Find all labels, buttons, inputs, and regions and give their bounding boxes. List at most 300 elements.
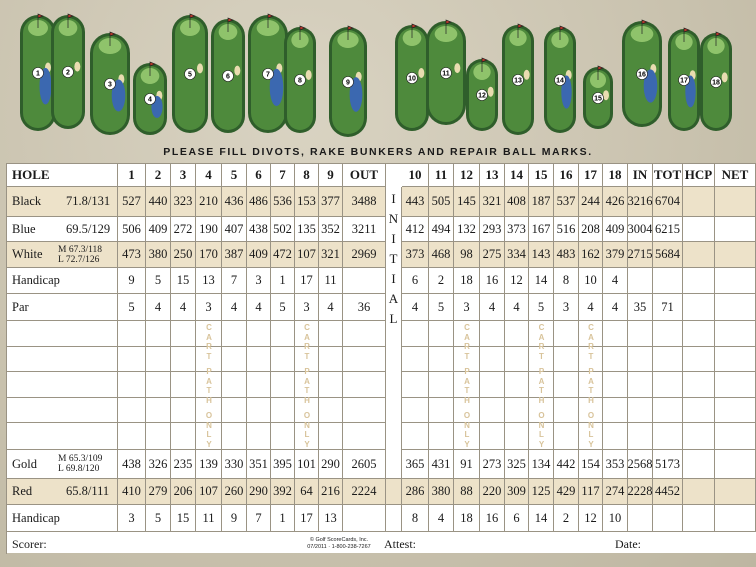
score-entry-cell[interactable]: [171, 321, 196, 347]
score-entry-cell[interactable]: [653, 423, 683, 450]
hole-value: 208: [579, 217, 603, 242]
hole-value: 250: [171, 242, 196, 268]
score-entry-cell[interactable]: [683, 347, 715, 372]
hole-value: 154: [579, 450, 603, 479]
out-header: OUT: [343, 163, 386, 187]
hole-value: 392: [271, 479, 295, 505]
hole-value: 273: [480, 450, 505, 479]
score-entry-cell[interactable]: [554, 347, 579, 372]
hole-value: 4: [505, 294, 529, 321]
player-name-cell[interactable]: [6, 321, 118, 347]
hole-number-label: 9: [346, 79, 350, 87]
hole-value: 8: [554, 268, 579, 294]
score-entry-cell[interactable]: [683, 398, 715, 423]
score-entry-cell[interactable]: [603, 423, 628, 450]
score-entry-cell[interactable]: [603, 321, 628, 347]
score-entry-cell[interactable]: [271, 423, 295, 450]
hole-value: 309: [505, 479, 529, 505]
initial-letter: T: [389, 251, 398, 266]
care-banner: PLEASE FILL DIVOTS, RAKE BUNKERS AND REPAIR BALL MARKS.: [163, 146, 593, 158]
attest-label[interactable]: Attest:: [384, 537, 416, 551]
hole-value: 379: [603, 242, 628, 268]
tee-name: Black: [12, 194, 42, 208]
hole-value: 387: [222, 242, 247, 268]
score-entry-cell[interactable]: [554, 398, 579, 423]
tee-label: [6, 242, 118, 268]
score-entry-cell[interactable]: [319, 372, 343, 398]
hole-header: HOLE: [6, 163, 118, 187]
initial-letter: N: [388, 211, 399, 226]
hole-value: 10: [579, 268, 603, 294]
score-entry-cell[interactable]: [715, 372, 756, 398]
out-total: [343, 505, 386, 532]
hole-value: 18: [454, 505, 480, 532]
hole-value: 290: [319, 450, 343, 479]
hole-diagram-7: [248, 14, 288, 133]
score-entry-cell[interactable]: [603, 372, 628, 398]
score-entry-cell[interactable]: [171, 372, 196, 398]
hole-diagram-9: [329, 26, 367, 137]
hole-value: 6: [402, 268, 429, 294]
hole-value: 502: [271, 217, 295, 242]
hole-value: 7: [222, 268, 247, 294]
hole-value: 409: [247, 242, 271, 268]
player-name-cell[interactable]: [6, 398, 118, 423]
in-total: [628, 505, 653, 532]
hole-column-header: 2: [146, 163, 171, 187]
score-entry-cell[interactable]: [146, 398, 171, 423]
initial-letter: I: [391, 191, 396, 206]
hole-number-label: 15: [594, 95, 602, 103]
score-entry-cell[interactable]: [118, 347, 146, 372]
hole-column-header: 16: [554, 163, 579, 187]
hole-diagram-2: [51, 14, 85, 129]
score-entry-cell[interactable]: [628, 372, 653, 398]
score-entry-cell[interactable]: [118, 398, 146, 423]
score-entry-cell[interactable]: [402, 347, 429, 372]
total: 4452: [653, 479, 683, 505]
hole-value: 16: [480, 268, 505, 294]
net-cell: [715, 479, 756, 505]
score-entry-cell[interactable]: [146, 372, 171, 398]
score-entry-cell[interactable]: [628, 347, 653, 372]
hole-diagram-10: [395, 24, 429, 131]
score-entry-cell[interactable]: [505, 372, 529, 398]
hole-value: 436: [222, 187, 247, 217]
hole-value: 373: [505, 217, 529, 242]
hole-value: 11: [319, 268, 343, 294]
score-entry-cell[interactable]: [402, 321, 429, 347]
hole-value: 117: [579, 479, 603, 505]
hole-value: 373: [402, 242, 429, 268]
out-total: 2224: [343, 479, 386, 505]
hole-value: 1: [271, 505, 295, 532]
hole-diagram-12: [466, 58, 498, 131]
net-cell: [715, 187, 756, 217]
hole-value: 10: [603, 505, 628, 532]
hcp-cell: [683, 217, 715, 242]
score-grid: [6, 163, 756, 553]
in-total: 2568: [628, 450, 653, 479]
score-entry-cell[interactable]: [171, 398, 196, 423]
tee-label: [6, 187, 118, 217]
score-entry-cell[interactable]: [603, 347, 628, 372]
hcp-cell: [683, 505, 715, 532]
score-entry-cell[interactable]: [715, 398, 756, 423]
hole-value: 143: [529, 242, 554, 268]
score-entry-cell[interactable]: [429, 347, 454, 372]
score-entry-cell[interactable]: [505, 321, 529, 347]
score-entry-cell[interactable]: [222, 423, 247, 450]
initial-cell: [386, 505, 402, 532]
hole-value: 107: [196, 479, 222, 505]
hole-number-label: 6: [226, 73, 230, 81]
net-cell: [715, 217, 756, 242]
score-entry-cell[interactable]: [222, 372, 247, 398]
hole-value: 220: [480, 479, 505, 505]
hole-value: 14: [529, 268, 554, 294]
score-entry-cell[interactable]: [343, 372, 386, 398]
hole-value: 483: [554, 242, 579, 268]
hole-number-label: 5: [188, 71, 192, 79]
hole-column-header: 18: [603, 163, 628, 187]
tee-name: Handicap: [12, 273, 60, 287]
score-entry-cell[interactable]: [271, 372, 295, 398]
hole-value: 431: [429, 450, 454, 479]
hole-value: 235: [171, 450, 196, 479]
total: 71: [653, 294, 683, 321]
tee-label: [6, 505, 118, 532]
score-entry-cell[interactable]: [628, 398, 653, 423]
hole-value: 410: [118, 479, 146, 505]
hole-value: 3: [295, 294, 319, 321]
hole-value: 4: [480, 294, 505, 321]
hole-value: 5: [146, 505, 171, 532]
hole-value: 365: [402, 450, 429, 479]
hole-value: 8: [402, 505, 429, 532]
score-entry-cell[interactable]: [247, 321, 271, 347]
hole-value: 537: [554, 187, 579, 217]
hole-value: 4: [429, 505, 454, 532]
score-entry-cell[interactable]: [222, 398, 247, 423]
scorer-label[interactable]: Scorer:: [12, 537, 47, 551]
hole-value: 12: [505, 268, 529, 294]
hole-value: 210: [196, 187, 222, 217]
score-entry-cell[interactable]: [715, 423, 756, 450]
hole-diagram-4: [133, 62, 167, 135]
hole-value: 7: [247, 505, 271, 532]
hole-value: 4: [579, 294, 603, 321]
score-entry-cell[interactable]: [247, 372, 271, 398]
hole-column-header: 9: [319, 163, 343, 187]
hole-column-header: 8: [295, 163, 319, 187]
score-entry-cell[interactable]: [429, 372, 454, 398]
hole-value: 17: [295, 268, 319, 294]
hole-diagram-5: [172, 14, 208, 133]
score-entry-cell[interactable]: [429, 423, 454, 450]
hole-value: 216: [319, 479, 343, 505]
score-entry-cell[interactable]: [429, 398, 454, 423]
net-cell: [715, 268, 756, 294]
score-entry-cell[interactable]: [480, 347, 505, 372]
score-entry-cell[interactable]: [715, 347, 756, 372]
hole-value: 412: [402, 217, 429, 242]
hole-value: 15: [171, 505, 196, 532]
hole-value: 170: [196, 242, 222, 268]
score-entry-cell[interactable]: [402, 423, 429, 450]
hole-value: 290: [247, 479, 271, 505]
hole-value: 64: [295, 479, 319, 505]
score-entry-cell[interactable]: [603, 398, 628, 423]
initial-cell: [386, 479, 402, 505]
cart-path-only-note: C A R T P A T H O N L Y: [463, 323, 471, 449]
score-entry-cell[interactable]: [146, 423, 171, 450]
score-entry-cell[interactable]: [146, 321, 171, 347]
hole-diagram-8: [284, 26, 316, 133]
score-entry-cell[interactable]: [683, 321, 715, 347]
course-rating: 69.5/129: [66, 221, 111, 236]
hole-diagram-15: [583, 66, 613, 129]
hole-value: 527: [118, 187, 146, 217]
initial-letter: I: [391, 231, 396, 246]
score-entry-cell[interactable]: [118, 321, 146, 347]
hole-value: 5: [271, 294, 295, 321]
out-total: 2969: [343, 242, 386, 268]
score-entry-cell[interactable]: [118, 423, 146, 450]
score-entry-cell[interactable]: [222, 321, 247, 347]
hole-value: 323: [171, 187, 196, 217]
hole-value: 380: [146, 242, 171, 268]
score-entry-cell[interactable]: [402, 372, 429, 398]
player-name-cell[interactable]: [6, 347, 118, 372]
hole-value: 4: [603, 294, 628, 321]
hole-value: 321: [480, 187, 505, 217]
hole-value: 505: [429, 187, 454, 217]
date-label[interactable]: Date:: [615, 537, 641, 551]
score-entry-cell[interactable]: [683, 372, 715, 398]
score-entry-cell[interactable]: [683, 423, 715, 450]
score-entry-cell[interactable]: [480, 423, 505, 450]
hole-value: 3: [554, 294, 579, 321]
score-entry-cell[interactable]: [505, 347, 529, 372]
hcp-cell: [683, 479, 715, 505]
hole-value: 18: [454, 268, 480, 294]
hole-value: 17: [295, 505, 319, 532]
hole-diagram-16: [622, 20, 662, 127]
hole-column-header: 1: [118, 163, 146, 187]
score-entry-cell[interactable]: [480, 372, 505, 398]
hole-column-header: 13: [480, 163, 505, 187]
score-entry-cell[interactable]: [146, 347, 171, 372]
hole-value: 409: [146, 217, 171, 242]
initial-letter: A: [388, 291, 399, 306]
hole-value: 3: [454, 294, 480, 321]
in-total: 2228: [628, 479, 653, 505]
score-entry-cell[interactable]: [271, 321, 295, 347]
player-name-cell[interactable]: [6, 372, 118, 398]
hole-value: 12: [579, 505, 603, 532]
hole-value: 9: [118, 268, 146, 294]
hole-number-label: 1: [36, 70, 40, 78]
score-entry-cell[interactable]: [653, 372, 683, 398]
score-entry-cell[interactable]: [247, 423, 271, 450]
hole-value: 134: [529, 450, 554, 479]
hole-column-header: 3: [171, 163, 196, 187]
score-entry-cell[interactable]: [505, 398, 529, 423]
hole-number-label: 10: [408, 75, 416, 83]
hole-value: 244: [579, 187, 603, 217]
hole-value: 135: [295, 217, 319, 242]
hole-value: 438: [118, 450, 146, 479]
hole-value: 330: [222, 450, 247, 479]
hole-value: 506: [118, 217, 146, 242]
score-entry-cell[interactable]: [271, 347, 295, 372]
player-name-cell[interactable]: [6, 423, 118, 450]
score-entry-cell[interactable]: [319, 423, 343, 450]
score-entry-cell[interactable]: [171, 423, 196, 450]
out-total: 3488: [343, 187, 386, 217]
hole-value: 468: [429, 242, 454, 268]
hole-diagrams: [0, 0, 756, 143]
out-total: 36: [343, 294, 386, 321]
score-entry-cell[interactable]: [653, 321, 683, 347]
hole-value: 272: [171, 217, 196, 242]
hcp-header: HCP: [683, 163, 715, 187]
score-entry-cell[interactable]: [653, 398, 683, 423]
hole-value: 407: [222, 217, 247, 242]
out-total: 3211: [343, 217, 386, 242]
hole-value: 472: [271, 242, 295, 268]
hole-value: 206: [171, 479, 196, 505]
hole-value: 13: [319, 505, 343, 532]
score-entry-cell[interactable]: [247, 398, 271, 423]
score-entry-cell[interactable]: [343, 398, 386, 423]
score-entry-cell[interactable]: [480, 321, 505, 347]
hole-number-label: 7: [266, 71, 270, 79]
hole-value: 353: [603, 450, 628, 479]
hole-value: 4: [319, 294, 343, 321]
in-total: 2715: [628, 242, 653, 268]
score-entry-cell[interactable]: [118, 372, 146, 398]
hole-column-header: 15: [529, 163, 554, 187]
hole-value: 101: [295, 450, 319, 479]
net-header: NET: [715, 163, 756, 187]
hole-number-label: 18: [712, 79, 720, 87]
total: 5173: [653, 450, 683, 479]
score-entry-cell[interactable]: [554, 321, 579, 347]
hole-number-label: 12: [478, 92, 486, 100]
in-total: 3216: [628, 187, 653, 217]
hole-number-label: 11: [442, 70, 450, 78]
hole-value: 4: [402, 294, 429, 321]
score-entry-cell[interactable]: [480, 398, 505, 423]
out-total: [343, 268, 386, 294]
score-entry-cell[interactable]: [343, 423, 386, 450]
hole-value: 494: [429, 217, 454, 242]
total: 6704: [653, 187, 683, 217]
hole-value: 4: [247, 294, 271, 321]
hole-value: 438: [247, 217, 271, 242]
score-entry-cell[interactable]: [402, 398, 429, 423]
hole-value: 3: [118, 505, 146, 532]
hole-value: 260: [222, 479, 247, 505]
tee-name: Red: [12, 484, 33, 498]
hole-number-label: 13: [514, 77, 522, 85]
course-rating: 71.8/131: [66, 194, 111, 208]
hole-diagram-18: [700, 32, 732, 131]
score-entry-cell[interactable]: [715, 321, 756, 347]
in-total: 3004: [628, 217, 653, 242]
score-entry-cell[interactable]: [628, 321, 653, 347]
cart-path-only-note: C A R T P A T H O N L Y: [205, 323, 213, 449]
hole-value: 486: [247, 187, 271, 217]
hole-value: 380: [429, 479, 454, 505]
hole-value: 91: [454, 450, 480, 479]
score-entry-cell[interactable]: [271, 398, 295, 423]
hole-value: 395: [271, 450, 295, 479]
score-entry-cell[interactable]: [247, 347, 271, 372]
score-entry-cell[interactable]: [319, 321, 343, 347]
hole-value: 1: [271, 268, 295, 294]
total: 5684: [653, 242, 683, 268]
hcp-cell: [683, 294, 715, 321]
score-entry-cell[interactable]: [222, 347, 247, 372]
net-cell: [715, 450, 756, 479]
hole-column-header: 7: [271, 163, 295, 187]
total: 6215: [653, 217, 683, 242]
hole-value: 409: [603, 217, 628, 242]
hole-value: 3: [247, 268, 271, 294]
score-entry-cell[interactable]: [554, 423, 579, 450]
hole-value: 4: [222, 294, 247, 321]
score-entry-cell[interactable]: [505, 423, 529, 450]
score-entry-cell[interactable]: [171, 347, 196, 372]
score-entry-cell[interactable]: [554, 372, 579, 398]
net-cell: [715, 242, 756, 268]
score-entry-cell[interactable]: [319, 398, 343, 423]
tee-label: [6, 450, 118, 479]
hole-value: 88: [454, 479, 480, 505]
score-entry-cell[interactable]: [343, 321, 386, 347]
hole-value: 293: [480, 217, 505, 242]
hole-value: 516: [554, 217, 579, 242]
hole-column-header: 4: [196, 163, 222, 187]
hole-column-header: 12: [454, 163, 480, 187]
hole-value: 139: [196, 450, 222, 479]
score-entry-cell[interactable]: [653, 347, 683, 372]
initial-column: [386, 187, 402, 450]
hole-value: 4: [603, 268, 628, 294]
hole-diagram-13: [502, 24, 534, 135]
score-entry-cell[interactable]: [628, 423, 653, 450]
hole-number-label: 3: [108, 81, 112, 89]
tot-header: TOT: [653, 163, 683, 187]
hole-column-header: 10: [402, 163, 429, 187]
copyright-note: © Golf ScoreCards, Inc. 07/2011 · 1-800-238-7267: [307, 537, 371, 550]
hole-value: 167: [529, 217, 554, 242]
hole-value: 325: [505, 450, 529, 479]
score-entry-cell[interactable]: [319, 347, 343, 372]
out-total: 2605: [343, 450, 386, 479]
score-entry-cell[interactable]: [343, 347, 386, 372]
tee-name: White: [12, 247, 43, 261]
hole-value: 440: [146, 187, 171, 217]
tee-name: Handicap: [12, 510, 60, 525]
score-entry-cell[interactable]: [429, 321, 454, 347]
tee-name: Blue: [12, 221, 36, 236]
hole-value: 408: [505, 187, 529, 217]
hole-value: 429: [554, 479, 579, 505]
